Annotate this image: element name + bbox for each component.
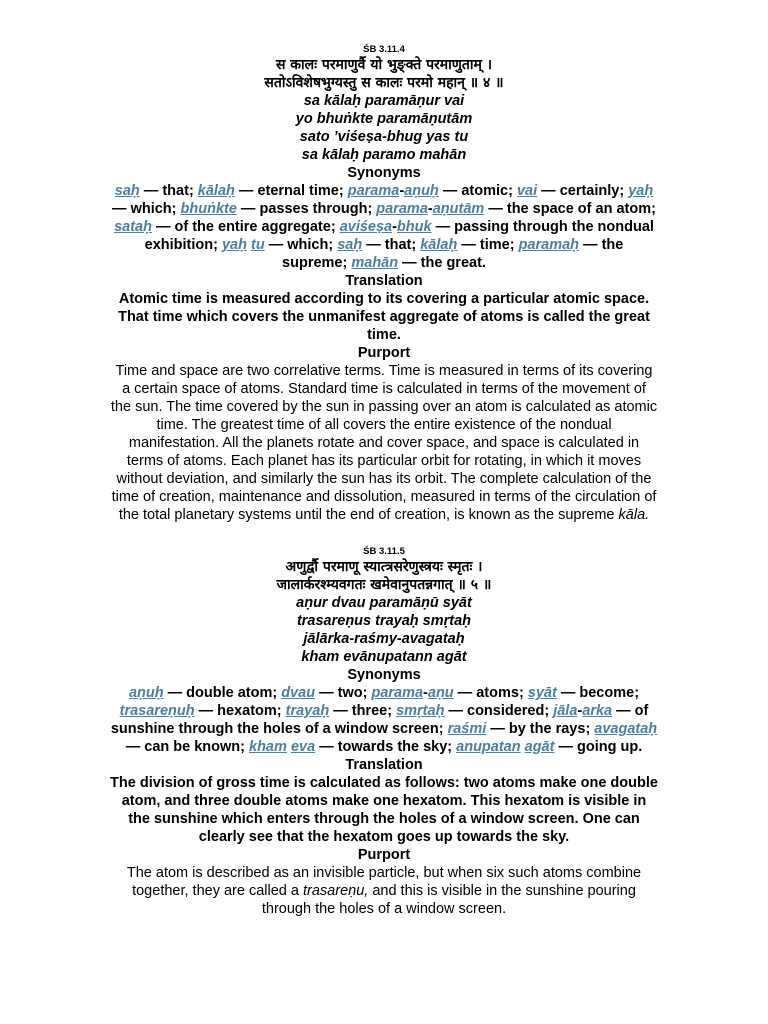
synonym-link[interactable]: aviśeṣa bbox=[339, 219, 393, 235]
devanagari-line: अणुर्द्वौ परमाणू स्यात्त्रसरेणुस्त्रयः स्मृतः । bbox=[285, 559, 483, 575]
purport-text bbox=[110, 864, 658, 918]
purport-heading: Purport bbox=[357, 847, 411, 863]
synonym-link[interactable]: kham bbox=[249, 739, 287, 755]
verse-line: yo bhuṅkte paramāṇutām bbox=[295, 111, 473, 127]
synonym-link[interactable]: eva bbox=[290, 739, 316, 755]
synonym-link[interactable]: mahān bbox=[351, 255, 399, 271]
synonym-meaning: which bbox=[130, 201, 172, 217]
synonyms-heading: Synonyms bbox=[347, 667, 421, 683]
synonym-meaning: certainly bbox=[559, 183, 620, 199]
verse-line: kham evānupatann agāt bbox=[301, 649, 467, 665]
synonym-link[interactable]: arka bbox=[582, 703, 613, 719]
synonym-link[interactable]: yaḥ bbox=[628, 183, 654, 199]
synonym-meaning: hexatom bbox=[217, 703, 277, 719]
verse-reference: ŚB 3.11.4 bbox=[363, 44, 405, 55]
synonym-meaning: double atom bbox=[186, 685, 273, 701]
document-page bbox=[110, 40, 658, 918]
translation-text: The division of gross time is calculated as follows: two atoms make one double atom, and three double atoms make one hexatom. This hexatom is visible in the sunshine which enters through the holes of a window screen. One can clearly see that the hexatom goes up towards the sky. bbox=[110, 775, 658, 845]
verse-line: sato ’viśeṣa-bhug yas tu bbox=[299, 129, 469, 145]
synonym-meaning: the space of an atom bbox=[506, 201, 652, 217]
synonym-link[interactable]: agāt bbox=[524, 739, 555, 755]
synonym-meaning: going up bbox=[577, 739, 639, 755]
verse-line: sa kālaḥ paramāṇur vai bbox=[303, 93, 465, 109]
synonym-meaning: three bbox=[351, 703, 388, 719]
purport-body: The atom is described as an invisible particle, but when six such atoms combine together, they are called a bbox=[126, 865, 642, 899]
translation-heading: Translation bbox=[345, 757, 423, 773]
synonym-meaning: passing through the nondual exhibition bbox=[144, 219, 654, 253]
translation-text: Atomic time is measured according to its covering a particular atomic space. That time which covers the unmanifest aggregate of atoms is called the great time. bbox=[118, 291, 650, 343]
synonym-link[interactable]: tu bbox=[251, 237, 265, 253]
synonym-link[interactable]: bhuk bbox=[396, 219, 432, 235]
synonym-link[interactable]: jāla bbox=[553, 703, 578, 719]
synonym-link[interactable]: bhuṅkte bbox=[180, 201, 237, 217]
synonym-meaning: considered bbox=[467, 703, 545, 719]
synonym-link[interactable]: parama bbox=[371, 685, 424, 701]
synonym-meaning: which bbox=[287, 237, 329, 253]
synonym-meaning: by the rays bbox=[508, 721, 586, 737]
synonyms-heading: Synonyms bbox=[347, 165, 421, 181]
verse-section-3-11-4 bbox=[110, 44, 658, 524]
synonym-link[interactable]: saḥ bbox=[337, 237, 363, 253]
synonym-link[interactable]: vai bbox=[516, 183, 538, 199]
synonym-link[interactable]: syāt bbox=[527, 685, 557, 701]
synonym-link[interactable]: parama bbox=[347, 183, 400, 199]
devanagari-line: जालार्करश्म्यवगतः खमेवानुपतन्नगात् ॥ ५ ॥ bbox=[276, 577, 492, 593]
synonym-meaning: of the entire aggregate bbox=[174, 219, 331, 235]
synonym-link[interactable]: kālaḥ bbox=[420, 237, 458, 253]
synonym-meaning: two bbox=[337, 685, 363, 701]
verse-line: sa kālaḥ paramo mahān bbox=[301, 147, 467, 163]
synonyms-text: aṇuḥ — double atom; dvau — two; parama-aṇu — atoms; syāt — become; trasareṇuḥ — hexatom; trayaḥ — three; smṛtaḥ — considered; jāla-arka — of sunshine through the holes of a window screen; raśmi — by the rays; avagataḥ — can be known; kham eva — towards the sky; anupatan agāt — going up. bbox=[110, 685, 658, 755]
synonym-meaning: can be known bbox=[144, 739, 241, 755]
verse-line: jālārka-raśmy-avagataḥ bbox=[303, 631, 465, 647]
synonym-link[interactable]: dvau bbox=[281, 685, 316, 701]
synonym-meaning: eternal time bbox=[257, 183, 339, 199]
synonym-link[interactable]: aṇuḥ bbox=[404, 183, 439, 199]
synonym-link[interactable]: paramaḥ bbox=[518, 237, 580, 253]
synonym-link[interactable]: sataḥ bbox=[114, 219, 152, 235]
synonym-link[interactable]: smṛtaḥ bbox=[396, 703, 445, 719]
synonym-meaning: time bbox=[479, 237, 510, 253]
synonym-link[interactable]: anupatan bbox=[456, 739, 521, 755]
purport-italic-term: kāla. bbox=[618, 507, 650, 523]
verse-section-3-11-5 bbox=[110, 546, 658, 918]
synonym-meaning: passes through bbox=[259, 201, 368, 217]
verse-line: aṇur dvau paramāṇū syāt bbox=[296, 595, 472, 611]
synonym-meaning: that bbox=[162, 183, 189, 199]
synonym-meaning: towards the sky bbox=[337, 739, 448, 755]
synonym-link[interactable]: saḥ bbox=[114, 183, 140, 199]
synonym-link[interactable]: kālaḥ bbox=[197, 183, 235, 199]
synonym-link[interactable]: parama bbox=[376, 201, 428, 217]
devanagari-line: सतोऽविशेषभुग्यस्तु स कालः परमो महान् ॥ ४ ॥ bbox=[264, 75, 504, 91]
synonym-link[interactable]: trasareṇuḥ bbox=[119, 703, 195, 719]
purport-heading: Purport bbox=[357, 345, 411, 361]
synonym-link[interactable]: aṇu bbox=[427, 685, 454, 701]
purport-text bbox=[110, 362, 658, 524]
synonym-meaning: of sunshine through the holes of a window screen bbox=[110, 703, 649, 737]
synonym-link[interactable]: aṇutām bbox=[432, 201, 485, 217]
synonym-meaning: that bbox=[384, 237, 412, 253]
synonym-link[interactable]: aṇuḥ bbox=[128, 685, 164, 701]
purport-italic-term: trasareṇu, bbox=[303, 883, 369, 899]
synonym-meaning: atoms bbox=[476, 685, 519, 701]
synonym-meaning: become bbox=[579, 685, 635, 701]
verse-reference: ŚB 3.11.5 bbox=[363, 546, 405, 557]
synonym-meaning: atomic bbox=[461, 183, 509, 199]
devanagari-line: स कालः परमाणुर्वै यो भुङ्क्ते परमाणुताम् । bbox=[275, 57, 493, 73]
purport-body-continued: and this is visible in the sunshine pouring through the holes of a window screen. bbox=[261, 883, 636, 917]
synonym-link[interactable]: raśmi bbox=[447, 721, 487, 737]
synonym-link[interactable]: avagataḥ bbox=[594, 721, 658, 737]
purport-body: Time and space are two correlative terms. Time is measured in terms of its covering a certain space of atoms. Standard time is calculated in terms of the movement of the sun. The time covered by the sun in passing over an atom is calculated as atomic time. The greatest time of all covers the entire existence of the nondual manifestation. All the planets rotate and cover space, and space is calculated in terms of atoms. Each planet has its particular orbit for rotating, in which it moves without deviation, and similarly the sun has its orbit. The complete calculation of the time of creation, maintenance and dissolution, measured in terms of the circulation of the total planetary systems until the end of creation, is known as the supreme bbox=[110, 363, 658, 523]
synonym-link[interactable]: trayaḥ bbox=[285, 703, 330, 719]
synonyms-text: saḥ — that; kālaḥ — eternal time; parama-aṇuḥ — atomic; vai — certainly; yaḥ — which; bhuṅkte — passes through; parama-aṇutām — the space of an atom; sataḥ — of the entire aggregate; aviśeṣa-bhuk — passing through the nondual exhibition; yaḥ tu — which; saḥ — that; kālaḥ — time; paramaḥ — the supreme; mahān — the great. bbox=[112, 183, 656, 271]
translation-heading: Translation bbox=[345, 273, 423, 289]
verse-line: trasareṇus trayaḥ smṛtaḥ bbox=[296, 613, 472, 629]
synonym-meaning: the great bbox=[420, 255, 482, 271]
synonym-link[interactable]: yaḥ bbox=[221, 237, 247, 253]
synonym-meaning: the supreme bbox=[282, 237, 624, 271]
